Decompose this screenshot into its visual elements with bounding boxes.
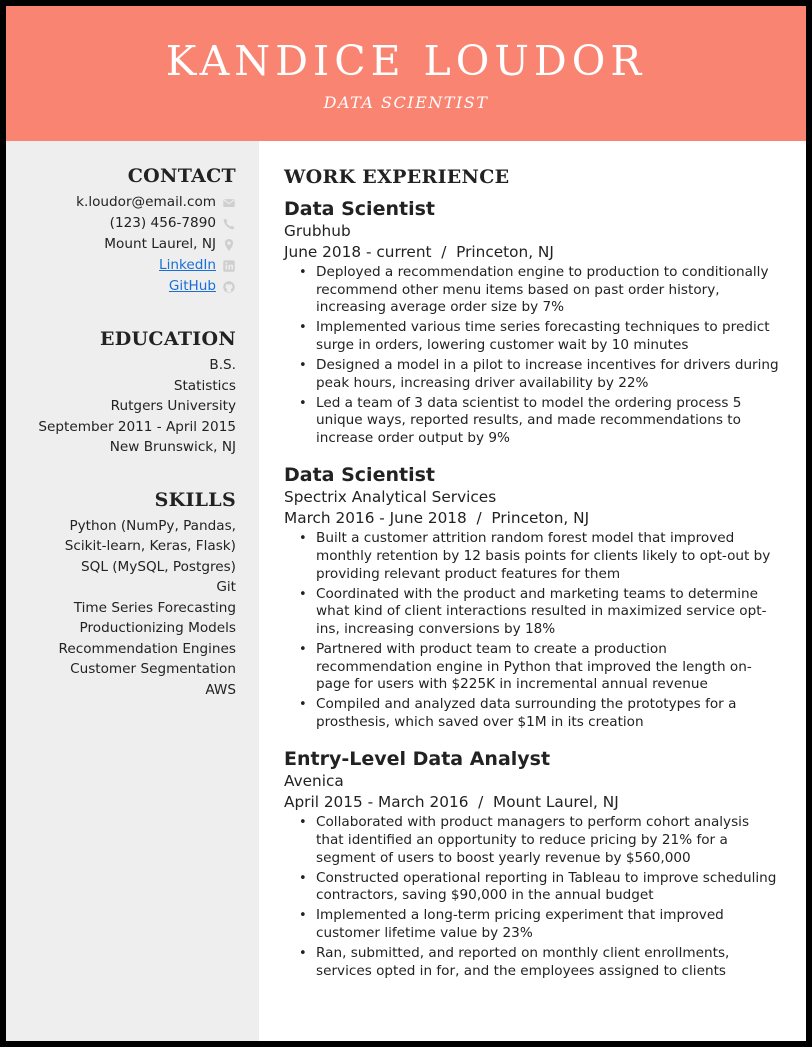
- job-bullet: • Ran, submitted, and reported on monthly client enrollments, services opted in for, and the employees assigned to clients: [316, 945, 784, 980]
- envelope-icon: [222, 196, 236, 210]
- job-bullet: • Partnered with product team to create a production recommendation engine in Python that improved the length on-page for users with $225K in incremental annual revenue: [316, 641, 784, 694]
- job-company: Spectrix Analytical Services: [284, 488, 497, 507]
- education-degree: B.S.: [209, 357, 236, 373]
- contact-phone: (123) 456-7890: [109, 215, 216, 231]
- contact-phone-row: [16, 213, 236, 234]
- education-location: New Brunswick, NJ: [109, 439, 236, 455]
- contact-linkedin-row: [16, 255, 236, 276]
- job-bullet: • Coordinated with the product and marketing teams to determine what kind of client interactions resulted in maximized service opt-ins, increasing conversions by 18%: [316, 586, 784, 639]
- skill-item: AWS: [205, 681, 236, 698]
- job-bullet: • Collaborated with product managers to perform cohort analysis that identified an opportunity to reduce pricing by 21% for a segment of users to boost yearly revenue by $560,000: [316, 814, 784, 867]
- education-title: EDUCATION: [100, 328, 236, 350]
- job-bullet: • Led a team of 3 data scientist to model the ordering process 5 unique ways, reported results, and made recommendations to increase order output by 9%: [316, 395, 784, 448]
- education-school: Rutgers University: [110, 398, 236, 414]
- linkedin-icon: [222, 259, 236, 273]
- job-dates: June 2018 - current / Princeton, NJ: [284, 243, 554, 261]
- linkedin-link[interactable]: LinkedIn: [159, 257, 216, 273]
- job-bullets: [284, 814, 784, 980]
- phone-icon: [222, 217, 236, 231]
- github-icon: [222, 280, 236, 294]
- map-pin-icon: [222, 238, 236, 252]
- contact-title: CONTACT: [127, 165, 236, 187]
- job-title: Entry-Level Data Analyst: [284, 748, 551, 771]
- skill-item: Productionizing Models: [79, 620, 236, 636]
- education-dates: September 2011 - April 2015: [38, 418, 236, 435]
- skill-item: Time Series Forecasting: [73, 599, 236, 616]
- github-link[interactable]: GitHub: [168, 278, 216, 294]
- candidate-name: KANDICE LOUDOR: [165, 37, 647, 85]
- sidebar-content: [16, 141, 236, 700]
- job-bullet: • Compiled and analyzed data surrounding the prototypes for a prosthesis, which saved over $1M in its creation: [316, 696, 784, 731]
- job-bullet: • Implemented a long-term pricing experiment that improved customer lifetime value by 23%: [316, 907, 784, 942]
- candidate-role: DATA SCIENTIST: [323, 93, 489, 112]
- skill-item: Scikit-learn, Keras, Flask): [64, 538, 236, 554]
- job-bullet: • Deployed a recommendation engine to production to conditionally recommend other menu items based on past order history, increasing average order size by 7%: [316, 264, 784, 317]
- job-bullet: • Designed a model in a pilot to increase incentives for drivers during peak hours, increasing driver availability by 22%: [316, 357, 784, 392]
- contact-location-row: [16, 234, 236, 255]
- skill-item: Customer Segmentation: [70, 661, 236, 677]
- skill-item: Recommendation Engines: [58, 640, 236, 657]
- education-field: Statistics: [173, 377, 236, 394]
- job-entry: [284, 747, 784, 980]
- job-bullets: [284, 530, 784, 731]
- job-bullet: • Implemented various time series forecasting techniques to predict surge in orders, lowering customer wait by 10 minutes: [316, 319, 784, 354]
- main-content: [284, 141, 784, 983]
- skill-item: SQL (MySQL, Postgres): [81, 558, 236, 575]
- job-title: Data Scientist: [284, 464, 435, 487]
- contact-github-row: [16, 276, 236, 297]
- education-section: [16, 327, 236, 458]
- job-company: Avenica: [284, 772, 344, 791]
- skill-item: Git: [216, 579, 236, 595]
- job-bullet: • Constructed operational reporting in Tableau to improve scheduling contractors, saving $90,000 in the annual budget: [316, 870, 784, 905]
- job-bullet: • Built a customer attrition random forest model that improved monthly retention by 12 basis points for clients likely to opt-out by providing relevant product features for them: [316, 530, 784, 583]
- job-dates: March 2016 - June 2018 / Princeton, NJ: [284, 509, 590, 528]
- skills-title: SKILLS: [154, 488, 236, 511]
- skill-item: Python (NumPy, Pandas,: [69, 517, 236, 534]
- experience-title: WORK EXPERIENCE: [284, 166, 510, 188]
- contact-email-row: [16, 192, 236, 213]
- job-entry: [284, 197, 784, 447]
- resume-page: [6, 6, 806, 1041]
- contact-location: Mount Laurel, NJ: [104, 236, 216, 252]
- job-dates: April 2015 - March 2016 / Mount Laurel, NJ: [284, 793, 619, 812]
- job-bullets: [284, 264, 784, 447]
- job-entry: [284, 463, 784, 731]
- job-company: Grubhub: [284, 222, 351, 240]
- resume-header: [6, 6, 806, 141]
- job-title: Data Scientist: [284, 198, 435, 220]
- skills-section: [16, 488, 236, 701]
- sidebar: [6, 141, 259, 1041]
- contact-email: k.loudor@email.com: [76, 194, 216, 210]
- contact-section: [16, 164, 236, 297]
